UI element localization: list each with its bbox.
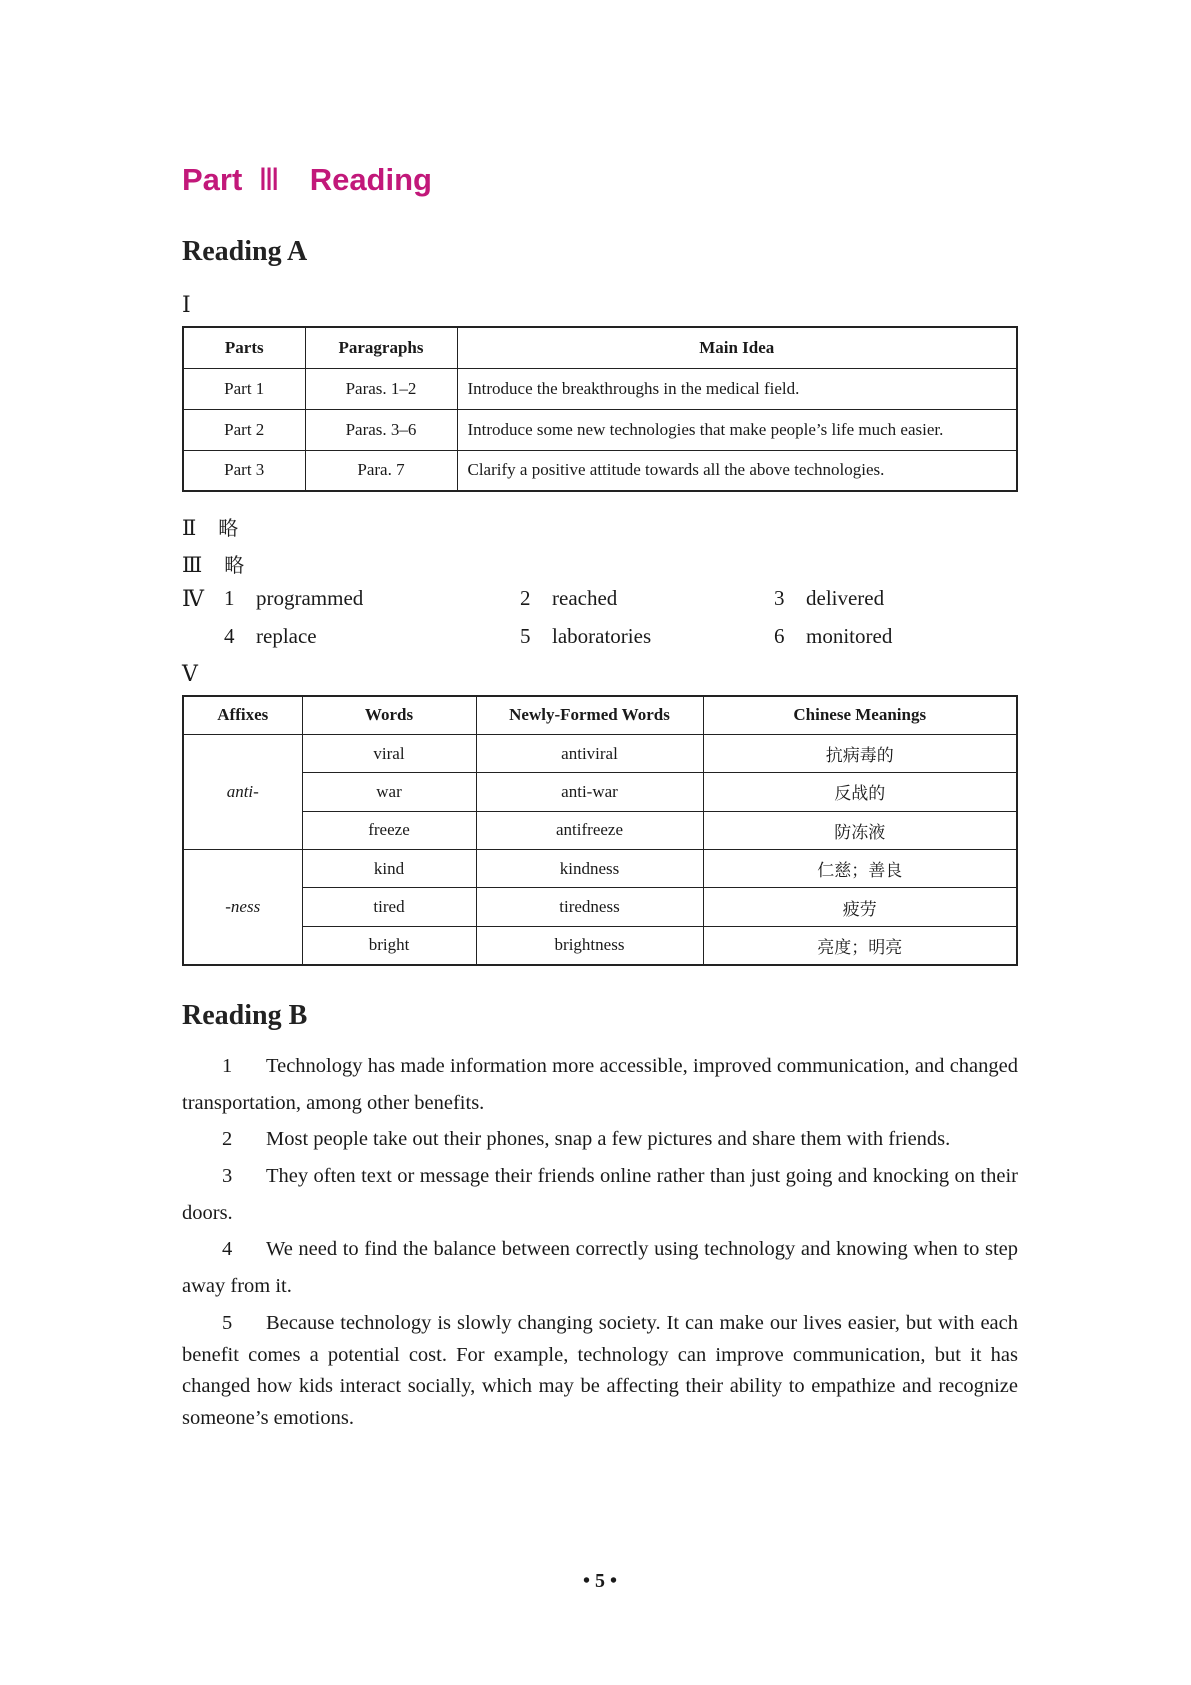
section-2-line bbox=[182, 512, 238, 541]
cell-affix: -ness bbox=[183, 850, 302, 965]
table-row bbox=[183, 811, 1017, 849]
cell-word: viral bbox=[302, 734, 476, 772]
part-roman-numeral: Ⅲ bbox=[258, 162, 280, 197]
cell-paragraphs: Paras. 1–2 bbox=[305, 368, 457, 409]
vocab-answer bbox=[224, 586, 363, 611]
section-4-numeral: Ⅳ bbox=[182, 586, 204, 611]
cell-word: war bbox=[302, 773, 476, 811]
vocab-number: 4 bbox=[224, 624, 235, 648]
cell-word: bright bbox=[302, 926, 476, 964]
cell-chinese-meaning: 抗病毒的 bbox=[703, 734, 1017, 772]
cell-chinese-meaning: 防冻液 bbox=[703, 811, 1017, 849]
cell-new-word: antifreeze bbox=[476, 811, 703, 849]
vocab-answer bbox=[520, 586, 617, 611]
cell-new-word: kindness bbox=[476, 850, 703, 888]
cell-main-idea: Introduce some new technologies that make people’s life much easier. bbox=[457, 409, 1017, 450]
reading-a-title: Reading A bbox=[182, 236, 308, 267]
table-row bbox=[183, 888, 1017, 926]
section-1-numeral: Ⅰ bbox=[182, 292, 191, 317]
reading-b-answer bbox=[182, 1121, 1018, 1158]
table-row bbox=[183, 734, 1017, 772]
cell-main-idea: Introduce the breakthroughs in the medical field. bbox=[457, 368, 1017, 409]
table-row bbox=[183, 368, 1017, 409]
header-chinese-meanings: Chinese Meanings bbox=[703, 696, 1017, 734]
cell-chinese-meaning: 疲劳 bbox=[703, 888, 1017, 926]
cell-word: freeze bbox=[302, 811, 476, 849]
cell-part: Part 2 bbox=[183, 409, 305, 450]
section-3-skipped: 略 bbox=[224, 553, 245, 577]
vocab-word: laboratories bbox=[552, 624, 652, 648]
vocab-word: programmed bbox=[256, 586, 364, 610]
answer-number: 1 bbox=[222, 1055, 233, 1077]
reading-b-answer bbox=[182, 1048, 1018, 1121]
cell-word: tired bbox=[302, 888, 476, 926]
part-heading: Reading bbox=[309, 162, 432, 197]
word-formation-table bbox=[182, 695, 1018, 966]
vocab-number: 2 bbox=[520, 586, 531, 610]
vocab-word: delivered bbox=[806, 586, 885, 610]
vocab-number: 5 bbox=[520, 624, 531, 648]
section-2-numeral: Ⅱ bbox=[182, 516, 197, 540]
cell-new-word: anti-war bbox=[476, 773, 703, 811]
answer-text: Technology has made information more accessible, improved communication, and changed transportation, among other benefits. bbox=[182, 1055, 1018, 1114]
cell-word: kind bbox=[302, 850, 476, 888]
cell-paragraphs: Paras. 3–6 bbox=[305, 409, 457, 450]
cell-paragraphs: Para. 7 bbox=[305, 450, 457, 491]
vocab-answer bbox=[774, 586, 884, 611]
vocab-word: reached bbox=[552, 586, 618, 610]
parts-table bbox=[182, 326, 1018, 492]
cell-main-idea: Clarify a positive attitude towards all the above technologies. bbox=[457, 450, 1017, 491]
reading-b-title: Reading B bbox=[182, 1000, 308, 1031]
cell-chinese-meaning: 亮度；明亮 bbox=[703, 926, 1017, 964]
cell-affix: anti- bbox=[183, 734, 302, 849]
header-main-idea: Main Idea bbox=[457, 327, 1017, 368]
cell-new-word: tiredness bbox=[476, 888, 703, 926]
cell-new-word: brightness bbox=[476, 926, 703, 964]
section-2-skipped: 略 bbox=[218, 516, 239, 540]
answer-text: They often text or message their friends online rather than just going and knocking on their doors. bbox=[182, 1165, 1018, 1224]
section-3-line bbox=[182, 549, 244, 578]
table-row bbox=[183, 409, 1017, 450]
table-row bbox=[183, 773, 1017, 811]
part-title bbox=[182, 162, 432, 198]
answer-number: 5 bbox=[222, 1312, 233, 1334]
table-row bbox=[183, 850, 1017, 888]
answer-number: 3 bbox=[222, 1165, 233, 1187]
table-header-row bbox=[183, 696, 1017, 734]
vocab-answer bbox=[520, 624, 651, 649]
vocab-word: replace bbox=[256, 624, 317, 648]
vocab-number: 1 bbox=[224, 586, 235, 610]
cell-chinese-meaning: 反战的 bbox=[703, 773, 1017, 811]
reading-b-answer bbox=[182, 1158, 1018, 1231]
reading-b-answer bbox=[182, 1231, 1018, 1304]
vocab-number: 6 bbox=[774, 624, 785, 648]
cell-new-word: antiviral bbox=[476, 734, 703, 772]
answer-text: We need to find the balance between correctly using technology and knowing when to step away from it. bbox=[182, 1238, 1018, 1297]
header-affixes: Affixes bbox=[183, 696, 302, 734]
answer-text: Most people take out their phones, snap a few pictures and share them with friends. bbox=[266, 1128, 951, 1150]
answer-number: 4 bbox=[222, 1238, 233, 1260]
part-prefix: Part bbox=[182, 162, 243, 197]
table-row bbox=[183, 450, 1017, 491]
page-number: • 5 • bbox=[582, 1570, 617, 1592]
section-5-numeral: Ⅴ bbox=[182, 661, 198, 686]
table-header-row bbox=[183, 327, 1017, 368]
header-paragraphs: Paragraphs bbox=[305, 327, 457, 368]
vocab-answer bbox=[774, 624, 892, 649]
vocab-number: 3 bbox=[774, 586, 785, 610]
header-words: Words bbox=[302, 696, 476, 734]
reading-b-answer bbox=[182, 1308, 1018, 1434]
table-row bbox=[183, 926, 1017, 964]
cell-chinese-meaning: 仁慈；善良 bbox=[703, 850, 1017, 888]
section-3-numeral: Ⅲ bbox=[182, 553, 203, 577]
answer-text: Because technology is slowly changing society. It can make our lives easier, but with each benefit comes a potential cost. For example, technology can improve communication, but it has changed how kids interact socially, which may be affecting their ability to empathize and recognize someone’s emotions. bbox=[182, 1312, 1018, 1429]
header-newly-formed-words: Newly-Formed Words bbox=[476, 696, 703, 734]
cell-part: Part 1 bbox=[183, 368, 305, 409]
header-parts: Parts bbox=[183, 327, 305, 368]
answer-number: 2 bbox=[222, 1128, 233, 1150]
vocab-answer bbox=[224, 624, 317, 649]
cell-part: Part 3 bbox=[183, 450, 305, 491]
vocab-word: monitored bbox=[806, 624, 893, 648]
